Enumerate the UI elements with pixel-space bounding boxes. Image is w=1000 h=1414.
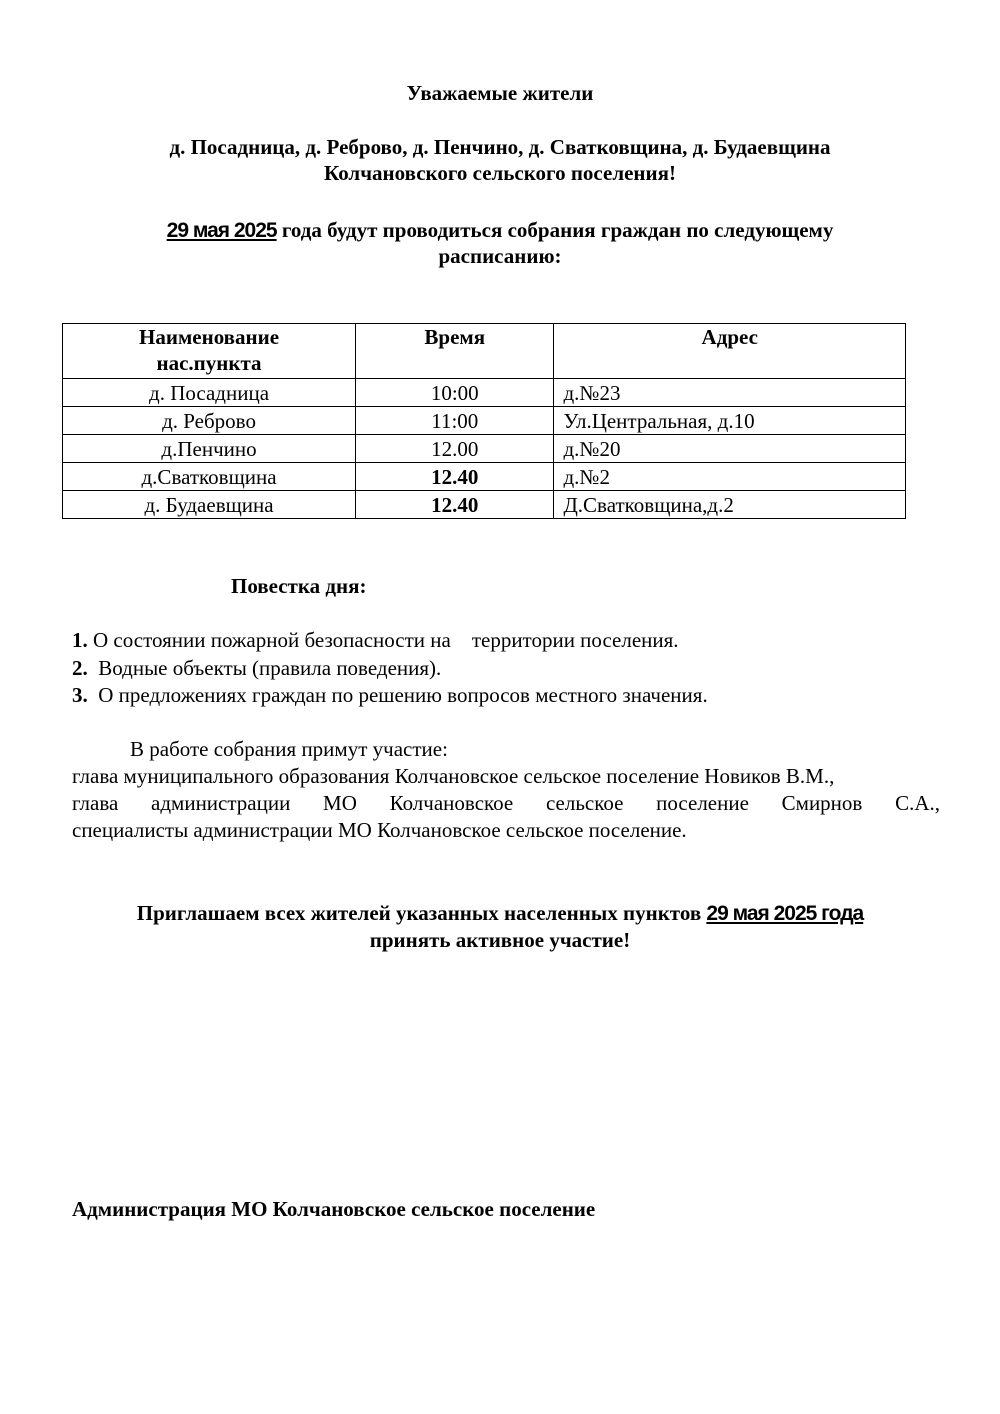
table-row bbox=[63, 463, 906, 491]
agenda-item-number: 3. bbox=[72, 683, 88, 707]
table-row bbox=[63, 435, 906, 463]
cell-address: д.№23 bbox=[554, 379, 906, 407]
cell-name: д.Сватковщина bbox=[63, 463, 356, 491]
table-row bbox=[63, 491, 906, 519]
cell-time: 12.00 bbox=[356, 435, 554, 463]
meeting-date: 29 мая 2025 bbox=[166, 219, 277, 242]
cell-name: д. Посадница bbox=[63, 379, 356, 407]
announcement-text: года будут проводиться собрания граждан по следующему bbox=[276, 218, 834, 242]
participant-line: глава администрации МО Колчановское сельское поселение Смирнов С.А., bbox=[72, 791, 940, 815]
agenda-list bbox=[72, 627, 708, 710]
cell-address: д.№2 bbox=[554, 463, 906, 491]
announcement-line-2: расписанию: bbox=[438, 244, 562, 268]
table-header-row bbox=[63, 324, 906, 379]
cell-address: Ул.Центральная, д.10 bbox=[554, 407, 906, 435]
villages-line: д. Посадница, д. Реброво, д. Пенчино, д. Сватковщина, д. Будаевщина bbox=[169, 135, 831, 159]
cell-time: 12.40 bbox=[356, 463, 554, 491]
settlement-line: Колчановского сельского поселения! bbox=[324, 161, 676, 185]
agenda-item-text: О предложениях граждан по решению вопросов местного значения. bbox=[87, 683, 708, 707]
participants-lead: В работе собрания примут участие: bbox=[130, 737, 448, 761]
agenda-title: Повестка дня: bbox=[231, 574, 367, 598]
participant-line: глава муниципального образования Колчановское сельское поселение Новиков В.М., bbox=[72, 764, 835, 788]
invitation-text: Приглашаем всех жителей указанных населенных пунктов bbox=[136, 901, 707, 925]
agenda-item-number: 1. bbox=[72, 628, 88, 652]
agenda-item bbox=[72, 655, 708, 683]
agenda-item bbox=[72, 627, 708, 655]
cell-name: д. Будаевщина bbox=[63, 491, 356, 519]
participants-paragraph bbox=[72, 736, 940, 844]
cell-time: 11:00 bbox=[356, 407, 554, 435]
agenda-item-text: Водные объекты (правила поведения). bbox=[87, 655, 442, 680]
cell-time: 10:00 bbox=[356, 379, 554, 407]
signature: Администрация МО Колчановское сельское поселение bbox=[72, 1197, 596, 1221]
greeting-heading: Уважаемые жители bbox=[406, 81, 594, 105]
header-time: Время bbox=[356, 324, 554, 379]
header-name: Наименование нас.пункта bbox=[63, 324, 356, 379]
participant-line: специалисты администрации МО Колчановское сельское поселение. bbox=[72, 818, 687, 842]
agenda-item-text: О состоянии пожарной безопасности на территории поселения. bbox=[87, 628, 679, 652]
cell-time: 12.40 bbox=[356, 491, 554, 519]
announcement-line bbox=[0, 217, 1000, 244]
invitation-line bbox=[0, 900, 1000, 927]
cell-name: д. Реброво bbox=[63, 407, 356, 435]
invitation-line-2: принять активное участие! bbox=[369, 928, 631, 952]
cell-address: Д.Сватковщина,д.2 bbox=[554, 491, 906, 519]
agenda-item bbox=[72, 682, 708, 710]
table-row bbox=[63, 379, 906, 407]
cell-name: д.Пенчино bbox=[63, 435, 356, 463]
cell-address: д.№20 bbox=[554, 435, 906, 463]
invitation-date: 29 мая 2025 года bbox=[706, 902, 864, 925]
schedule-table bbox=[62, 323, 906, 519]
header-address: Адрес bbox=[554, 324, 906, 379]
table-row bbox=[63, 407, 906, 435]
agenda-item-number: 2. bbox=[72, 655, 88, 680]
